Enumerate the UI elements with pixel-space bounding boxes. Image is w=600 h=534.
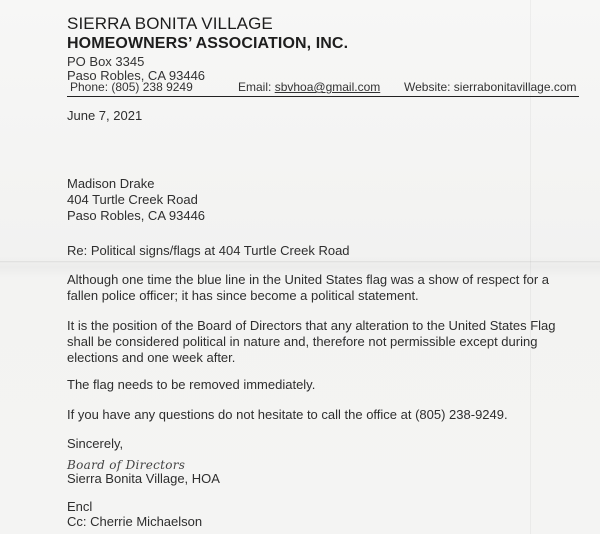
body-p3: The flag needs to be removed immediately.: [67, 377, 316, 392]
org-phone: Phone: (805) 238 9249: [70, 80, 193, 94]
body-p1-line1: Although one time the blue line in the United States flag was a show of respect for a: [67, 272, 550, 287]
org-city: Paso Robles, CA 93446: [67, 68, 206, 83]
subject-line: Re: Political signs/flags at 404 Turtle Creek Road: [67, 243, 350, 258]
org-po-box: PO Box 3345: [67, 54, 145, 69]
paper-fold-line: [0, 261, 600, 263]
body-p2-line2: shall be considered political in nature and, therefore not permissible except during: [67, 334, 538, 349]
closing-signer: Sierra Bonita Village, HOA: [67, 471, 220, 486]
org-name-line2: HOMEOWNERS’ ASSOCIATION, INC.: [67, 35, 349, 52]
signature: Board of Directors: [67, 458, 186, 472]
email-label: Email:: [238, 80, 275, 94]
recipient-name: Madison Drake: [67, 176, 155, 191]
org-email-link[interactable]: sbvhoa@gmail.com: [274, 80, 381, 94]
letter-date: June 7, 2021: [67, 108, 143, 123]
closing-salutation: Sincerely,: [67, 436, 124, 451]
org-name-line1: SIERRA BONITA VILLAGE: [67, 14, 273, 33]
org-website: Website: sierrabonitavillage.com: [404, 80, 577, 94]
org-email-group: [238, 80, 380, 94]
body-p2-line1: It is the position of the Board of Directors that any alteration to the United States Flag: [67, 318, 556, 333]
recipient-city: Paso Robles, CA 93446: [67, 208, 206, 223]
body-p1-line2: fallen police officer; it has since become a political statement.: [67, 288, 419, 303]
body-p2-line3: elections and one week after.: [67, 350, 236, 365]
cc-line: Cc: Cherrie Michaelson: [67, 514, 203, 529]
recipient-street: 404 Turtle Creek Road: [67, 192, 198, 207]
enclosure-note: Encl: [67, 499, 93, 514]
letterhead-contact-row: [67, 80, 579, 97]
body-p4: If you have any questions do not hesitate to call the office at (805) 238-9249.: [67, 407, 508, 422]
